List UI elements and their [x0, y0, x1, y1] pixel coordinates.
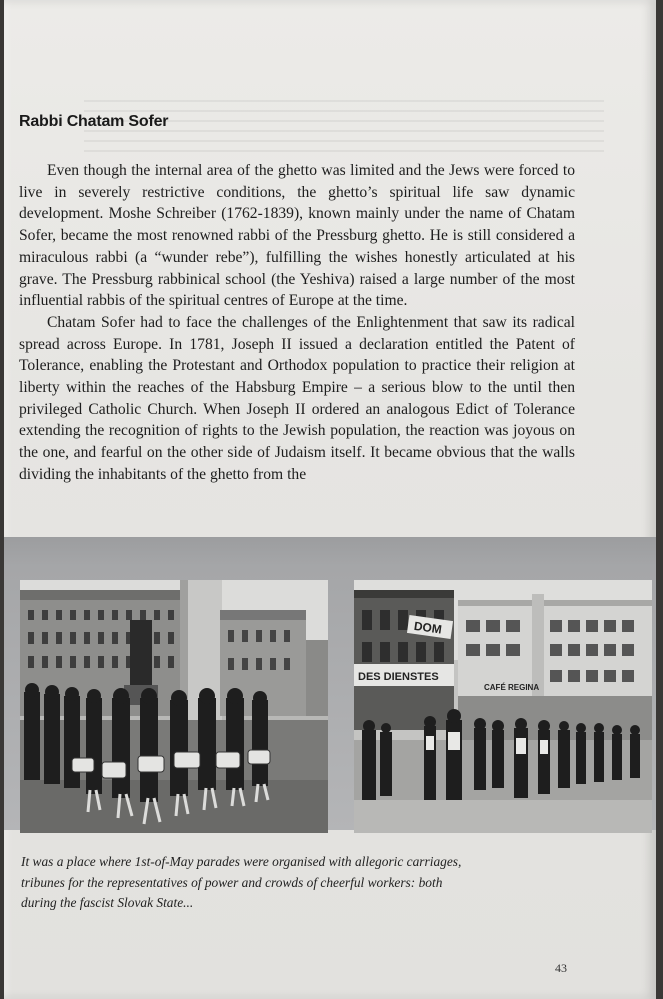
- photo-caption: [21, 852, 541, 914]
- photo-band: [4, 537, 656, 830]
- sign-cafe-regina: CAFÉ REGINA: [484, 683, 540, 692]
- parade-photo-cafe-regina: [354, 580, 652, 833]
- body-text: [19, 160, 575, 486]
- sign-des-diensten: DES DIENSTES: [358, 671, 439, 683]
- caption-line-2: tribunes for the representatives of power and crowds of cheerful workers: both: [21, 874, 443, 890]
- section-heading: Rabbi Chatam Sofer: [19, 113, 169, 130]
- sign-dom: DOM: [413, 618, 443, 637]
- book-page: [4, 0, 656, 999]
- parade-photo-drummers: [20, 580, 328, 833]
- caption-line-3: during the fascist Slovak State...: [21, 895, 194, 910]
- paragraph-1: Even though the internal area of the ghetto was limited and the Jews were forced to live in severely restrictive conditions, the ghetto’s spiritual life saw dynamic development. Moshe Schreiber (1762-1839), known mainly under the name of Chatam Sofer, became the most renowned rabbi of the Pressburg ghetto. He is still considered a miraculous rabbi (a “wunder rebe”), fulfilling the wishes honestly articulated at his grave. The Pressburg rabbinical school (the Yeshiva) raised a large number of the most influential rabbis of the spiritual centres of Europe at the time.: [19, 162, 575, 310]
- page-number: 43: [555, 961, 567, 975]
- paragraph-2: Chatam Sofer had to face the challenges of the Enlightenment that saw its radical spread across Europe. In 1781, Joseph II issued a declaration entitled the Patent of Tolerance, enabling the Protestant and Orthodox population to practice their religion at liberty within the reaches of the Habsburg Empire – a serious blow to the until then privileged Catholic Church. When Joseph II ordered an analogous Edict of Tolerance extending the recognition of rights to the Jewish population, the reaction was joyous on the one, and fearful on the other side of Judaism itself. It became obvious that the walls dividing the inhabitants of the ghetto from the: [19, 313, 575, 483]
- caption-line-1: It was a place where 1st-of-May parades were organised with allegoric carriages,: [21, 854, 462, 869]
